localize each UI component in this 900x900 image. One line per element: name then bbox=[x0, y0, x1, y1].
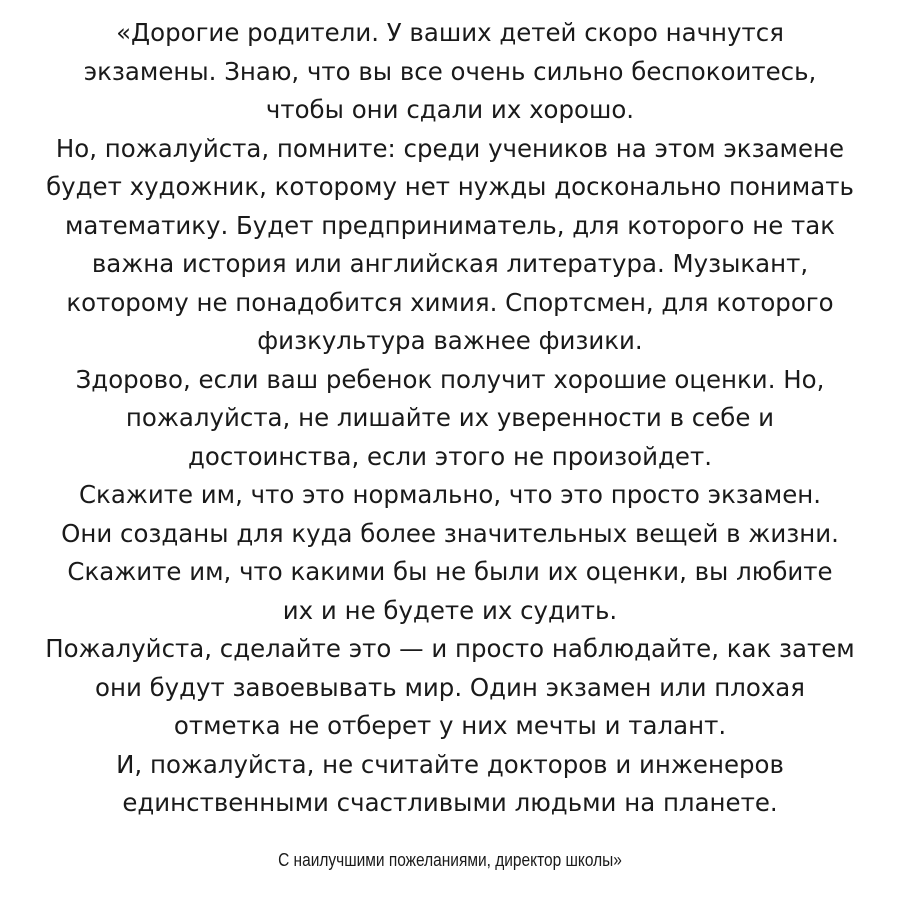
letter-line: важна история или английская литература. Музыкант, bbox=[91, 249, 809, 278]
letter-line: Здорово, если ваш ребенок получит хорошие оценки. Но, bbox=[75, 364, 825, 394]
letter-line: Скажите им, что какими бы не были их оценки, вы любите bbox=[67, 557, 833, 586]
letter-signature: С наилучшими пожеланиями, директор школы» bbox=[278, 850, 622, 870]
letter-line: их и не будете их судить. bbox=[282, 595, 618, 625]
letter-line: единственными счастливыми людьми на планете. bbox=[122, 788, 778, 817]
letter-line: Скажите им, что это нормально, что это просто экзамен. bbox=[78, 480, 822, 509]
letter-line: достоинства, если этого не произойдет. bbox=[188, 441, 712, 471]
letter-line: «Дорогие родители. У ваших детей скоро начнутся bbox=[116, 18, 784, 47]
letter-line: будет художник, которому нет нужды досконально понимать bbox=[46, 172, 854, 201]
letter-body bbox=[0, 14, 900, 823]
letter-line: чтобы они сдали их хорошо. bbox=[265, 95, 635, 124]
letter-line: математику. Будет предприниматель, для которого не так bbox=[64, 210, 836, 240]
letter-line: пожалуйста, не лишайте их уверенности в себе и bbox=[125, 403, 775, 432]
letter-line: отметка не отберет у них мечты и талант. bbox=[173, 711, 727, 740]
letter-line: Они созданы для куда более значительных вещей в жизни. bbox=[61, 518, 839, 548]
letter-line: И, пожалуйста, не считайте докторов и инженеров bbox=[116, 749, 784, 779]
letter-line: которому не понадобится химия. Спортсмен, для которого bbox=[66, 287, 834, 317]
letter-line: Пожалуйста, сделайте это — и просто наблюдайте, как затем bbox=[45, 634, 855, 663]
letter-line: физкультура важнее физики. bbox=[257, 326, 643, 355]
letter-line: экзамены. Знаю, что вы все очень сильно беспокоитесь, bbox=[83, 56, 817, 86]
letter-line: Но, пожалуйста, помните: среди учеников на этом экзамене bbox=[55, 133, 845, 163]
letter-line: они будут завоевывать мир. Один экзамен или плохая bbox=[95, 672, 805, 702]
